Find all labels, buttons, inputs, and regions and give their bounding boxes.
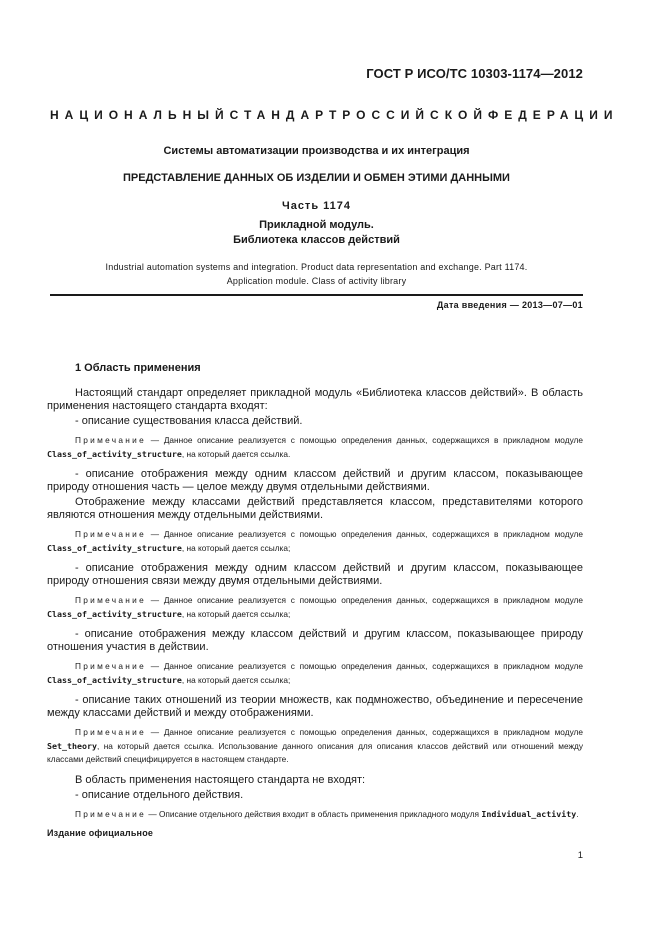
note-text: , на который дается ссылка;: [181, 608, 291, 619]
note-label: Примечание: [75, 529, 147, 539]
bullet-item: - описание отображения между классом действий и другим классом, показывающее природу отношения участия в действии.: [47, 628, 583, 653]
subtitle-line: Библиотека классов действий: [233, 234, 400, 246]
note: [47, 660, 583, 687]
note-module-ref: Class_of_activity_structure: [47, 674, 182, 685]
title-main: ПРЕДСТАВЛЕНИЕ ДАННЫХ ОБ ИЗДЕЛИИ И ОБМЕН ЭТИМИ ДАННЫМИ: [123, 172, 510, 184]
note-label: Примечание: [75, 808, 147, 819]
note-module-ref: Individual_activity: [481, 808, 577, 819]
page-number: 1: [577, 850, 583, 861]
paragraph: Настоящий стандарт определяет прикладной модуль «Библиотека классов действий». В область применения настоящего стандарта входят:: [47, 387, 583, 412]
banner-word: СТАНДАРТ: [229, 108, 343, 122]
paragraph: Отображение между классами действий представляется классом, представителями которого являются отношения между отдельными действиями.: [47, 496, 583, 521]
banner-word: РОССИЙСКОЙ: [342, 108, 489, 122]
section-heading: 1 Область применения: [75, 362, 201, 374]
title-divider: [50, 294, 583, 296]
note-text: — Данное описание реализуется с помощью определения данных, содержащихся в прикладном модуле: [146, 595, 583, 605]
note-text: .: [576, 808, 579, 819]
national-standard-banner: [50, 108, 619, 122]
note: [47, 528, 583, 555]
note-module-ref: Class_of_activity_structure: [47, 608, 182, 619]
note-label: Примечание: [75, 661, 147, 671]
note: [47, 808, 583, 822]
title-part: Часть 1174: [281, 200, 352, 212]
note-text: — Данное описание реализуется с помощью определения данных, содержащихся в прикладном модуле: [146, 727, 583, 737]
note-text: , на который дается ссылка. Использование данного описания для описания классов действий или отношений между классами действий специфицируется в настоящем стандарте.: [47, 740, 583, 764]
note-text: — Данное описание реализуется с помощью определения данных, содержащихся в прикладном модуле: [146, 661, 583, 671]
scope-section: [47, 362, 583, 828]
english-title-line: Application module. Class of activity library: [226, 276, 407, 286]
note-module-ref: Set_theory: [47, 740, 97, 751]
note-text: , на который дается ссылка;: [181, 542, 291, 553]
note-text: , на который дается ссылка;: [181, 674, 291, 685]
note-label: Примечание: [75, 595, 147, 605]
note: [47, 434, 583, 461]
note-label: Примечание: [75, 727, 147, 737]
note-label: Примечание: [75, 435, 147, 445]
edition-label: Издание официальное: [47, 828, 154, 838]
title-subtitle: [50, 218, 583, 248]
note-text: — Данное описание реализуется с помощью определения данных, содержащихся в прикладном модуле: [146, 435, 583, 445]
banner-word: НАЦИОНАЛЬНЫЙ: [50, 108, 230, 122]
note-text: — Описание отдельного действия входит в область применения прикладного модуля: [146, 808, 482, 819]
introduction-date: Дата введения — 2013—07—01: [436, 300, 583, 310]
bullet-item: - описание таких отношений из теории множеств, как подмножество, объединение и пересечение между классами действий и между отображениями.: [47, 694, 583, 719]
paragraph: В область применения настоящего стандарта не входят:: [75, 773, 366, 786]
bullet-item: - описание отображения между одним классом действий и другим классом, показывающее природу отношения часть — целое между двумя отдельными действиями.: [47, 468, 583, 493]
english-title: [50, 260, 583, 288]
bullet-item: - описание существования класса действий.: [75, 415, 303, 427]
note-text: — Данное описание реализуется с помощью определения данных, содержащихся в прикладном модуле: [146, 529, 583, 539]
bullet-item: - описание отдельного действия.: [75, 788, 244, 801]
note: [47, 594, 583, 621]
document-code: ГОСТ Р ИСО/ТС 10303-1174—2012: [366, 66, 583, 81]
title-series: Системы автоматизации производства и их интеграция: [163, 145, 470, 157]
note-module-ref: Class_of_activity_structure: [47, 542, 182, 553]
subtitle-line: Прикладной модуль.: [259, 219, 374, 231]
note: [47, 726, 583, 767]
banner-word: ФЕДЕРАЦИИ: [488, 108, 619, 122]
bullet-item: - описание отображения между одним классом действий и другим классом, показывающее природу отношения связи между двумя отдельными действиями.: [47, 562, 583, 587]
note-module-ref: Class_of_activity_structure: [47, 448, 182, 459]
english-title-line: Industrial automation systems and integration. Product data representation and exchange. Part 1174.: [105, 262, 528, 272]
note-text: , на который дается ссылка.: [181, 448, 291, 459]
